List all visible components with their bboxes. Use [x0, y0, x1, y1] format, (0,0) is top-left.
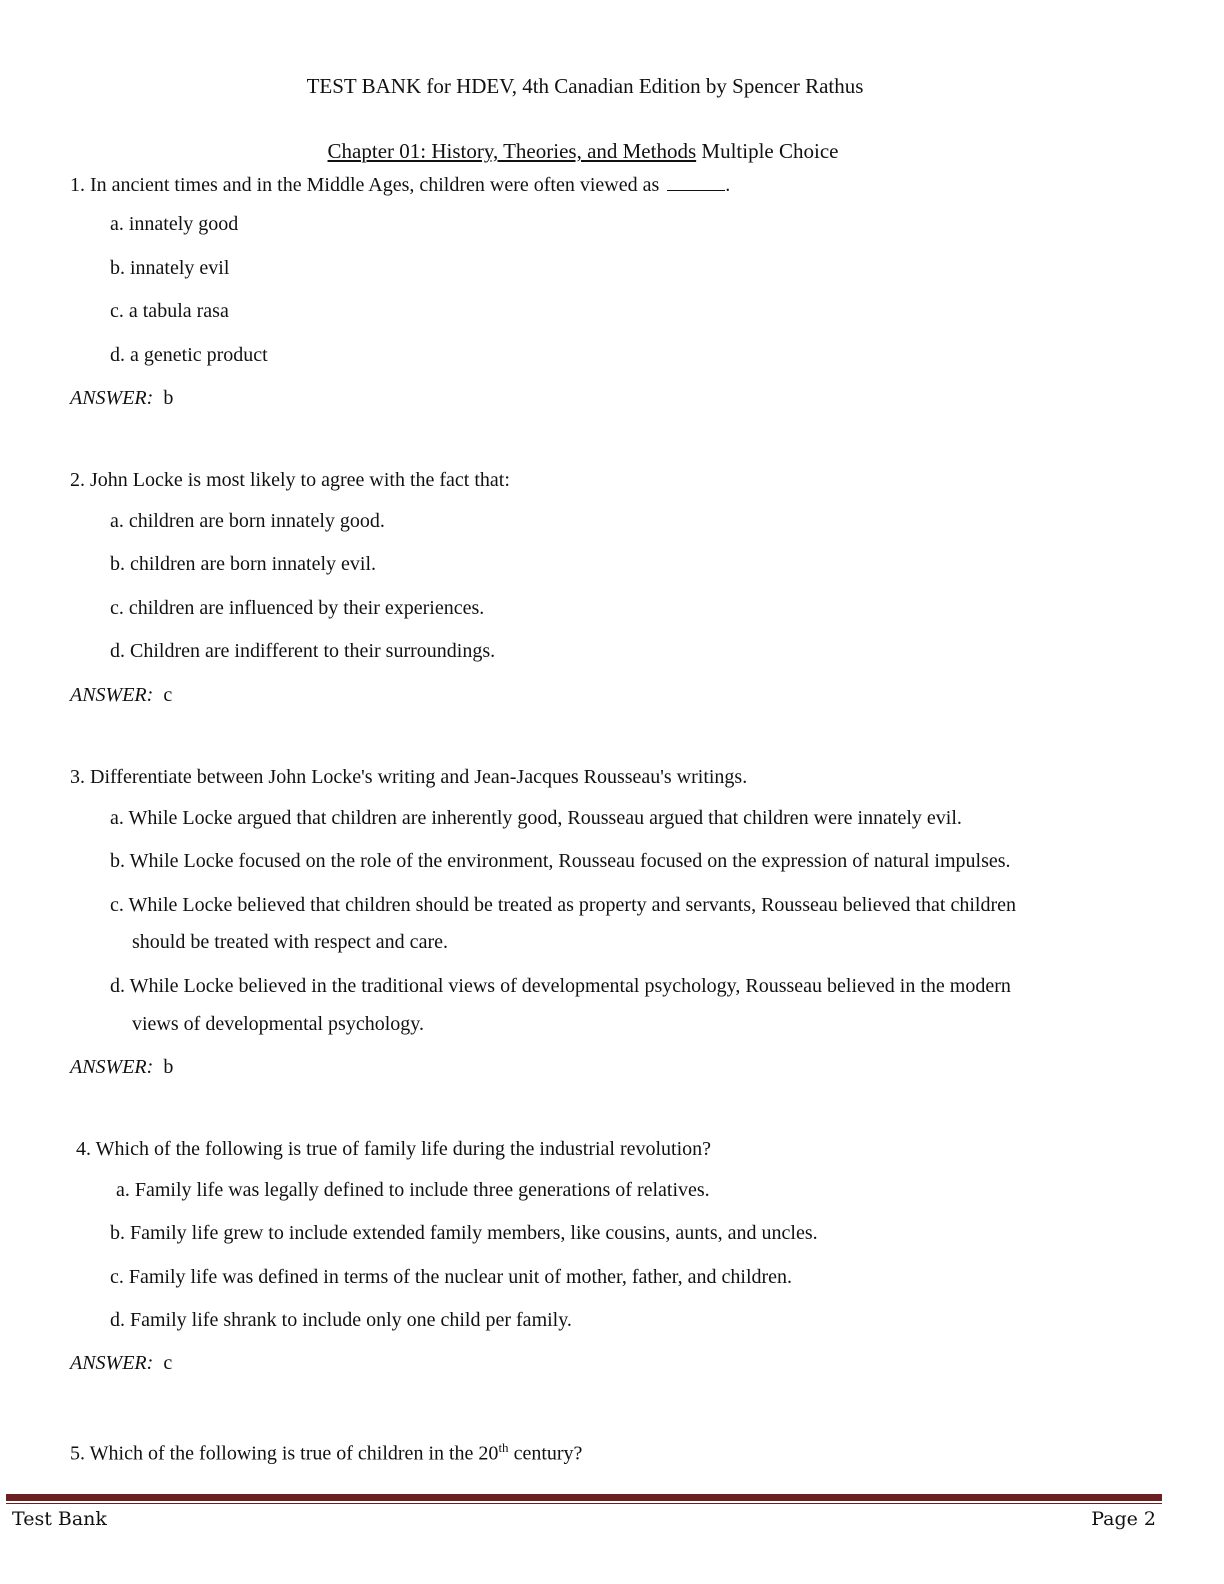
question-2-answer: [70, 684, 172, 707]
question-4-option-b: b. Family life grew to include extended family members, like cousins, aunts, and uncles.: [110, 1222, 818, 1244]
question-2-option-c: c. children are influenced by their experiences.: [110, 597, 485, 619]
answer-label: ANSWER:: [70, 684, 154, 706]
question-3-stem: 3. Differentiate between John Locke's writing and Jean-Jacques Rousseau's writings.: [70, 766, 748, 788]
answer-value: c: [163, 1352, 173, 1374]
question-1-period: .: [725, 174, 731, 196]
question-3-option-d: d. While Locke believed in the traditional views of developmental psychology, Rousseau believed in the modern: [110, 975, 1011, 997]
question-3-option-d-continued: views of developmental psychology.: [132, 1013, 424, 1035]
question-4-answer: [70, 1352, 172, 1375]
question-4-option-c: c. Family life was defined in terms of the nuclear unit of mother, father, and children.: [110, 1266, 793, 1288]
question-2-option-a: a. children are born innately good.: [110, 510, 385, 532]
page-number: Page 2: [1091, 1508, 1156, 1530]
chapter-heading: [0, 139, 1166, 164]
section-type: Multiple Choice: [701, 139, 839, 163]
document-title: TEST BANK for HDEV, 4th Canadian Edition by Spencer Rathus: [306, 74, 864, 98]
answer-label: ANSWER:: [70, 1056, 154, 1078]
question-5-stem: [70, 1440, 582, 1466]
ordinal-suffix: th: [498, 1440, 509, 1455]
answer-label: ANSWER:: [70, 1352, 154, 1374]
answer-label: ANSWER:: [70, 387, 154, 409]
question-2-option-b: b. children are born innately evil.: [110, 553, 377, 575]
answer-value: c: [163, 684, 173, 706]
question-1-stem: [70, 172, 730, 197]
answer-value: b: [163, 1056, 174, 1078]
question-3-answer: [70, 1056, 173, 1079]
question-4-option-a: a. Family life was legally defined to include three generations of relatives.: [116, 1179, 710, 1201]
question-1-option-a: a. innately good: [110, 213, 239, 235]
question-1-answer: [70, 387, 173, 410]
question-1-option-b: b. innately evil: [110, 257, 230, 279]
question-4-option-d: d. Family life shrank to include only one child per family.: [110, 1309, 572, 1331]
question-5-text-end: century?: [508, 1442, 583, 1465]
question-1-option-d: d. a genetic product: [110, 344, 268, 366]
fill-in-blank: [667, 172, 725, 191]
question-3-option-c-continued: should be treated with respect and care.: [132, 931, 448, 953]
question-2-option-d: d. Children are indifferent to their surroundings.: [110, 640, 496, 662]
footer-divider: [6, 1494, 1162, 1501]
question-1-option-c: c. a tabula rasa: [110, 300, 229, 322]
question-3-option-a: a. While Locke argued that children are inherently good, Rousseau argued that children were innately evil.: [110, 807, 962, 829]
question-5-text: 5. Which of the following is true of children in the 20: [70, 1442, 499, 1465]
question-3-option-b: b. While Locke focused on the role of the environment, Rousseau focused on the expression of natural impulses.: [110, 850, 1011, 872]
footer-label: Test Bank: [12, 1508, 107, 1530]
question-4-stem: 4. Which of the following is true of family life during the industrial revolution?: [76, 1138, 712, 1160]
question-2-stem: 2. John Locke is most likely to agree with the fact that:: [70, 469, 510, 491]
footer-divider-thin: [6, 1503, 1162, 1504]
question-3-option-c: c. While Locke believed that children should be treated as property and servants, Rousseau believed that children: [110, 894, 1016, 916]
chapter-title: Chapter 01: History, Theories, and Methods: [327, 139, 697, 163]
answer-value: b: [163, 387, 174, 409]
question-1-text: 1. In ancient times and in the Middle Ages, children were often viewed as: [70, 174, 660, 196]
